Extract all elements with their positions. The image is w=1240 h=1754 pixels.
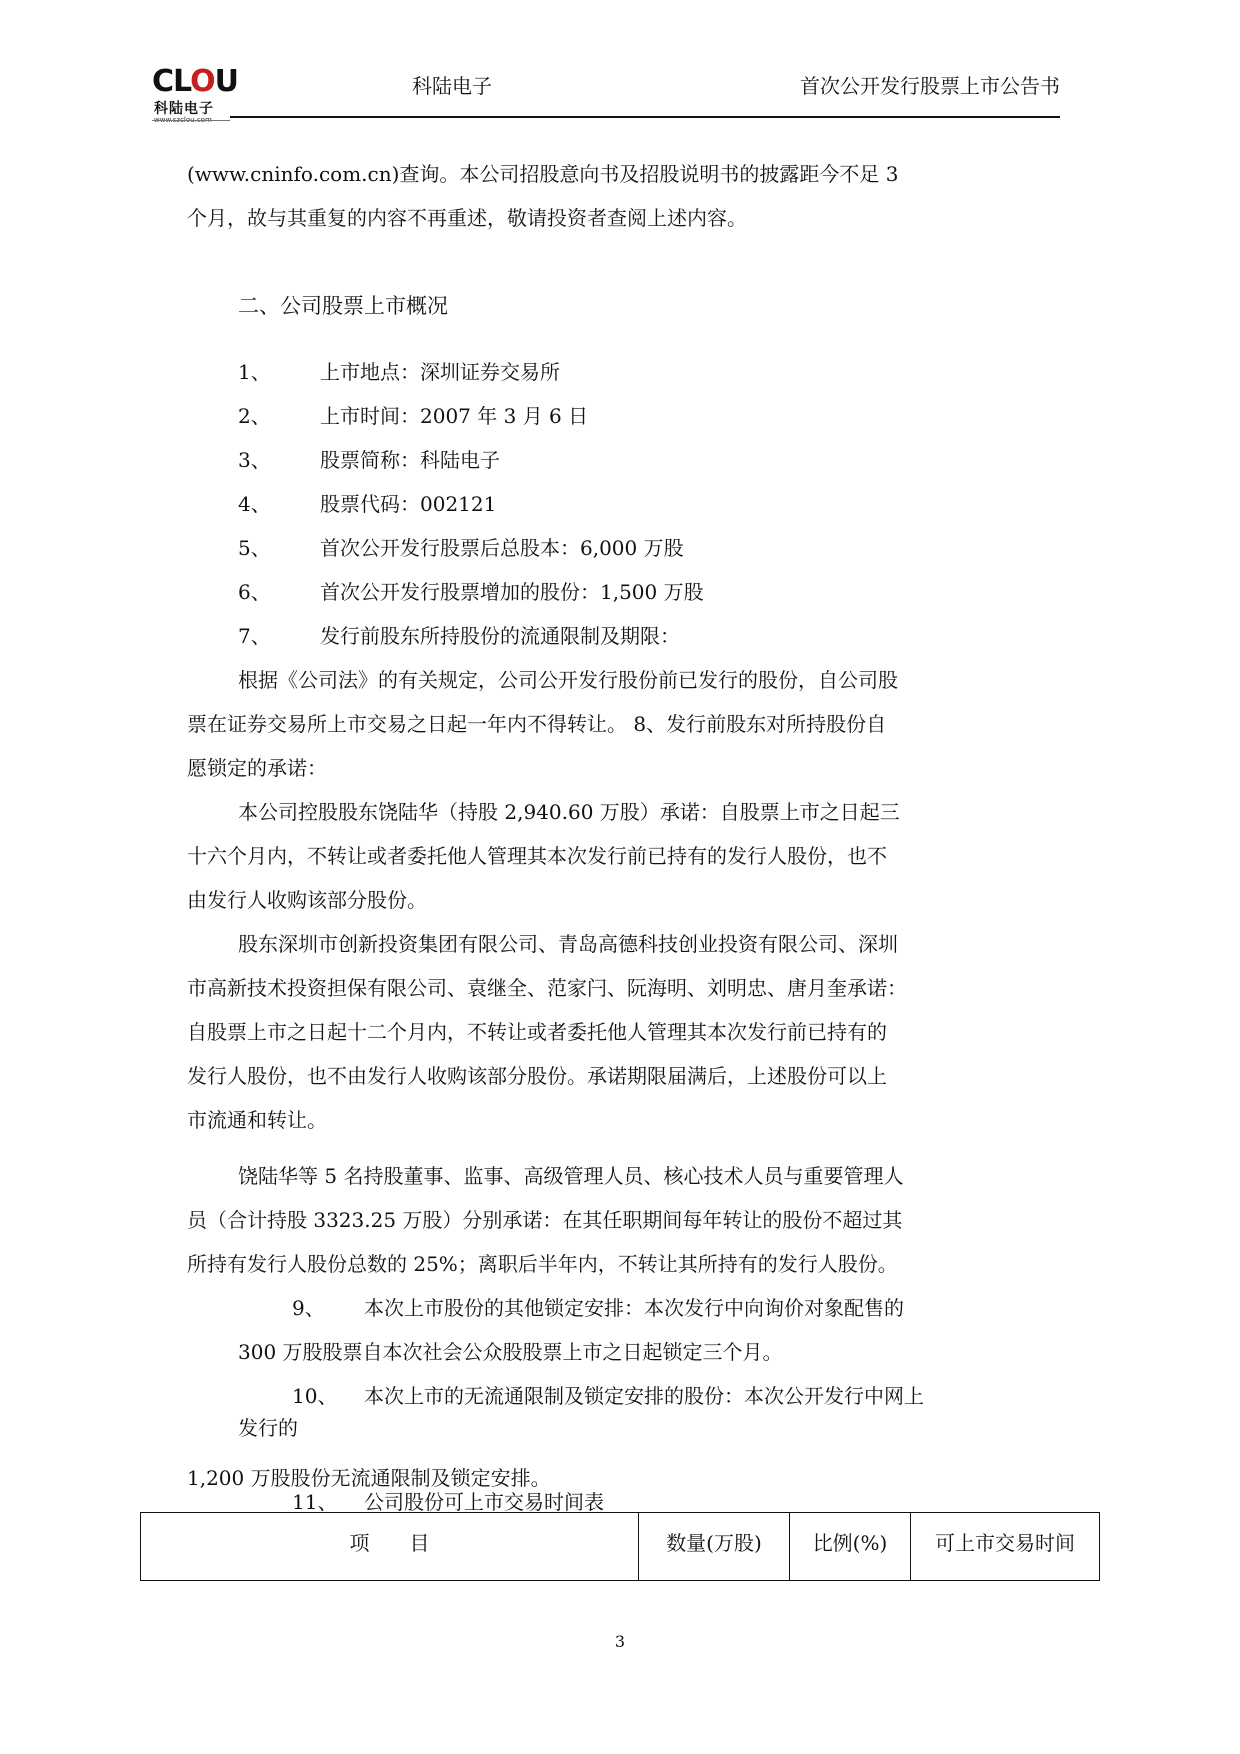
item-number: 9、	[292, 1296, 325, 1320]
paragraph-line: 股东深圳市创新投资集团有限公司、青岛高德科技创业投资有限公司、深圳	[238, 932, 898, 956]
table-header-quantity: 数量(万股)	[639, 1513, 790, 1581]
paragraph-line: 本公司控股股东饶陆华（持股 2,940.60 万股）承诺：自股票上市之日起三	[238, 800, 900, 824]
paragraph-line: 自股票上市之日起十二个月内，不转让或者委托他人管理其本次发行前已持有的	[187, 1020, 887, 1044]
paragraph-line: 根据《公司法》的有关规定，公司公开发行股份前已发行的股份，自公司股	[238, 668, 898, 692]
paragraph-line: 饶陆华等 5 名持股董事、监事、高级管理人员、核心技术人员与重要管理人	[238, 1164, 904, 1188]
section-title: 二、公司股票上市概况	[238, 294, 448, 318]
header-rule	[230, 116, 1060, 118]
intro-line: (www.cninfo.com.cn)查询。本公司招股意向书及招股说明书的披露距今不足 3	[187, 162, 899, 186]
item-text: 公司股份可上市交易时间表	[364, 1490, 604, 1514]
item-text: 上市地点：深圳证券交易所	[320, 360, 560, 384]
logo-chinese-name: 科陆电子	[154, 101, 214, 117]
logo-url: www.szclou.com	[154, 116, 212, 124]
header-company: 科陆电子	[412, 74, 492, 98]
item-number: 4、	[238, 492, 271, 516]
paragraph-line: 票在证券交易所上市交易之日起一年内不得转让。 8、发行前股东对所持股份自	[187, 712, 887, 736]
table-header-ratio: 比例(%)	[790, 1513, 911, 1581]
item-continuation: 300 万股股票自本次社会公众股股票上市之日起锁定三个月。	[238, 1340, 783, 1364]
item-number: 7、	[238, 624, 271, 648]
item-number: 2、	[238, 404, 271, 428]
item-number: 3、	[238, 448, 271, 472]
table-header-trading-time: 可上市交易时间	[911, 1513, 1100, 1581]
table-header-item: 项 目	[141, 1513, 639, 1581]
paragraph-line: 由发行人收购该部分股份。	[187, 888, 427, 912]
item-text: 上市时间：2007 年 3 月 6 日	[320, 404, 589, 428]
header-rule-short	[152, 120, 230, 121]
table-header-row	[141, 1513, 1100, 1581]
header-doc-title: 首次公开发行股票上市公告书	[800, 74, 1060, 98]
paragraph-line: 愿锁定的承诺：	[187, 756, 327, 780]
item-number: 1、	[238, 360, 271, 384]
item-number: 6、	[238, 580, 271, 604]
paragraph-line: 所持有发行人股份总数的 25%；离职后半年内，不转让其所持有的发行人股份。	[187, 1252, 898, 1276]
paragraph-line: 员（合计持股 3323.25 万股）分别承诺：在其任职期间每年转让的股份不超过其	[187, 1208, 903, 1232]
page-number: 3	[614, 1632, 626, 1651]
item-number: 10、	[292, 1384, 338, 1408]
item-text: 股票简称：科陆电子	[320, 448, 500, 472]
item-number: 11、	[292, 1490, 338, 1514]
paragraph-line: 市高新技术投资担保有限公司、袁继全、范家闩、阮海明、刘明忠、唐月奎承诺：	[187, 976, 907, 1000]
share-trading-schedule-table	[140, 1512, 1100, 1581]
item-text: 本次上市的无流通限制及锁定安排的股份：本次公开发行中网上	[364, 1384, 924, 1408]
item-number: 5、	[238, 536, 271, 560]
item-text: 股票代码：002121	[320, 492, 497, 516]
item-text: 首次公开发行股票增加的股份：1,500 万股	[320, 580, 704, 604]
logo-brand: CLOU	[152, 64, 238, 99]
item-text: 首次公开发行股票后总股本：6,000 万股	[320, 536, 684, 560]
item-text: 发行前股东所持股份的流通限制及期限：	[320, 624, 680, 648]
paragraph-line: 市流通和转让。	[187, 1108, 327, 1132]
intro-line: 个月，故与其重复的内容不再重述，敬请投资者查阅上述内容。	[187, 206, 747, 230]
item-text: 本次上市股份的其他锁定安排：本次发行中向询价对象配售的	[364, 1296, 904, 1320]
item-continuation: 1,200 万股股份无流通限制及锁定安排。	[187, 1466, 551, 1490]
item-continuation: 发行的	[238, 1416, 298, 1440]
paragraph-line: 十六个月内，不转让或者委托他人管理其本次发行前已持有的发行人股份，也不	[187, 844, 887, 868]
company-logo	[152, 64, 238, 124]
paragraph-line: 发行人股份，也不由发行人收购该部分股份。承诺期限届满后，上述股份可以上	[187, 1064, 887, 1088]
